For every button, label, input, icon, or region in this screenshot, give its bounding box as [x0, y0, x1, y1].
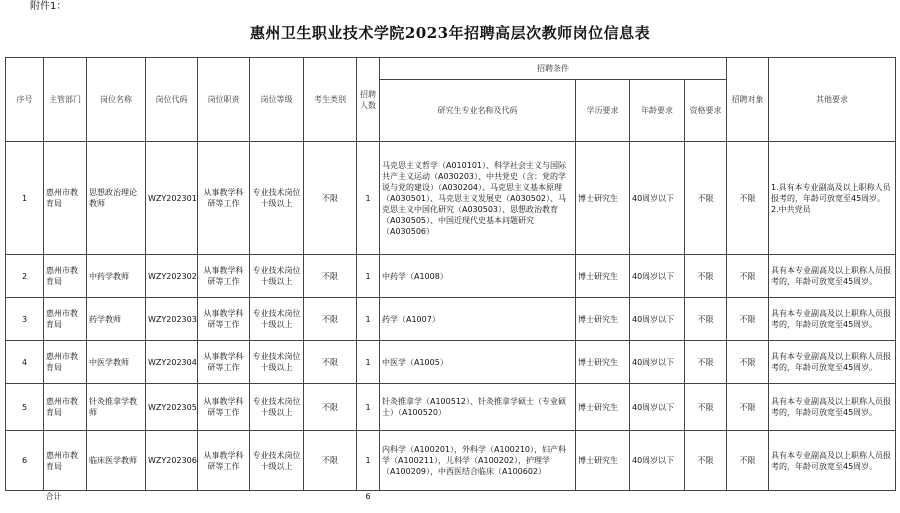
- cell-candidate-type: 不限: [304, 431, 357, 491]
- table-row: [6, 142, 896, 255]
- cell-target: 不限: [727, 142, 769, 255]
- cell-post-code: WZY202303: [146, 298, 198, 341]
- cell-post-name: 思想政治理论教师: [87, 142, 146, 255]
- cell-seq: 3: [6, 298, 44, 341]
- cell-dept: 惠州市教育局: [44, 341, 87, 384]
- cell-seq: 6: [6, 431, 44, 491]
- table-row: [6, 298, 896, 341]
- recruitment-table: [5, 57, 896, 503]
- cell-education: 博士研究生: [576, 255, 630, 298]
- cell-seq: 4: [6, 341, 44, 384]
- cell-post-level: 专业技术岗位十级以上: [250, 142, 304, 255]
- cell-age: 40周岁以下: [630, 341, 685, 384]
- cell-candidate-type: 不限: [304, 384, 357, 431]
- cell-qualification: 不限: [685, 255, 727, 298]
- cell-count: 1: [357, 384, 380, 431]
- cell-major: 马克思主义哲学（A010101）、科学社会主义与国际共产主义运动（A030203）、中共党史（含：党的学说与党的建设）（A030204）、马克思主义基本原理（A030501）、马克思主义发展史（A030502）、马克思主义中国化研究（A030503）、思想政治教育（A030505）、中国近现代史基本问题研究（A030506）: [380, 142, 576, 255]
- table-row: [6, 431, 896, 491]
- cell-dept: 惠州市教育局: [44, 255, 87, 298]
- table-row: [6, 384, 896, 431]
- cell-count: 1: [357, 255, 380, 298]
- cell-target: 不限: [727, 431, 769, 491]
- cell-candidate-type: 不限: [304, 142, 357, 255]
- cell-post-name: 药学教师: [87, 298, 146, 341]
- cell-major: 针灸推拿学（A100512）、针灸推拿学硕士（专业硕士）（A100520）: [380, 384, 576, 431]
- cell-post-code: WZY202305: [146, 384, 198, 431]
- cell-education: 博士研究生: [576, 341, 630, 384]
- cell-target: 不限: [727, 384, 769, 431]
- header-post-code: 岗位代码: [146, 58, 198, 142]
- table-row: [6, 341, 896, 384]
- cell-other: 1.具有本专业副高及以上职称人员报考的，年龄可放宽至45周岁。 2.中共党员: [769, 142, 896, 255]
- cell-post-duty: 从事教学科研等工作: [198, 341, 250, 384]
- attachment-label: 附件1：: [30, 1, 67, 12]
- cell-age: 40周岁以下: [630, 431, 685, 491]
- header-candidate-type: 考生类别: [304, 58, 357, 142]
- header-qualification: 资格要求: [685, 80, 727, 142]
- header-education: 学历要求: [576, 80, 630, 142]
- header-major: 研究生专业名称及代码: [380, 80, 576, 142]
- cell-qualification: 不限: [685, 341, 727, 384]
- header-other: 其他要求: [769, 58, 896, 142]
- cell-post-code: WZY202302: [146, 255, 198, 298]
- cell-post-level: 专业技术岗位十级以上: [250, 384, 304, 431]
- cell-post-name: 针灸推拿学教师: [87, 384, 146, 431]
- cell-count: 1: [357, 341, 380, 384]
- total-count: 6: [357, 491, 380, 503]
- cell-dept: 惠州市教育局: [44, 384, 87, 431]
- total-label: 合计: [44, 491, 146, 503]
- cell-post-level: 专业技术岗位十级以上: [250, 341, 304, 384]
- cell-post-duty: 从事教学科研等工作: [198, 431, 250, 491]
- header-age: 年龄要求: [630, 80, 685, 142]
- header-dept: 主管部门: [44, 58, 87, 142]
- cell-seq: 2: [6, 255, 44, 298]
- header-post-name: 岗位名称: [87, 58, 146, 142]
- cell-major: 中药学（A1008）: [380, 255, 576, 298]
- cell-post-level: 专业技术岗位十级以上: [250, 431, 304, 491]
- cell-qualification: 不限: [685, 298, 727, 341]
- header-seq: 序号: [6, 58, 44, 142]
- cell-seq: 1: [6, 142, 44, 255]
- cell-post-level: 专业技术岗位十级以上: [250, 298, 304, 341]
- cell-qualification: 不限: [685, 142, 727, 255]
- cell-post-name: 中医学教师: [87, 341, 146, 384]
- page-title: 惠州卫生职业技术学院2023年招聘高层次教师岗位信息表: [249, 24, 651, 42]
- header-post-level: 岗位等级: [250, 58, 304, 142]
- cell-post-name: 临床医学教师: [87, 431, 146, 491]
- cell-post-duty: 从事教学科研等工作: [198, 298, 250, 341]
- cell-count: 1: [357, 298, 380, 341]
- cell-candidate-type: 不限: [304, 341, 357, 384]
- cell-post-name: 中药学教师: [87, 255, 146, 298]
- cell-other: 具有本专业副高及以上职称人员报考的，年龄可放宽至45周岁。: [769, 341, 896, 384]
- cell-seq: 5: [6, 384, 44, 431]
- cell-qualification: 不限: [685, 384, 727, 431]
- cell-post-duty: 从事教学科研等工作: [198, 384, 250, 431]
- header-post-duty: 岗位职责: [198, 58, 250, 142]
- header-target: 招聘对象: [727, 58, 769, 142]
- cell-dept: 惠州市教育局: [44, 298, 87, 341]
- cell-other: 具有本专业副高及以上职称人员报考的，年龄可放宽至45周岁。: [769, 255, 896, 298]
- cell-dept: 惠州市教育局: [44, 142, 87, 255]
- cell-count: 1: [357, 431, 380, 491]
- cell-target: 不限: [727, 255, 769, 298]
- cell-major: 药学（A1007）: [380, 298, 576, 341]
- cell-age: 40周岁以下: [630, 142, 685, 255]
- cell-target: 不限: [727, 298, 769, 341]
- cell-post-code: WZY202306: [146, 431, 198, 491]
- cell-education: 博士研究生: [576, 298, 630, 341]
- cell-education: 博士研究生: [576, 142, 630, 255]
- cell-post-duty: 从事教学科研等工作: [198, 255, 250, 298]
- cell-other: 具有本专业副高及以上职称人员报考的，年龄可放宽至45周岁。: [769, 384, 896, 431]
- cell-dept: 惠州市教育局: [44, 431, 87, 491]
- cell-candidate-type: 不限: [304, 298, 357, 341]
- cell-count: 1: [357, 142, 380, 255]
- cell-target: 不限: [727, 341, 769, 384]
- total-row: [6, 491, 896, 503]
- cell-post-duty: 从事教学科研等工作: [198, 142, 250, 255]
- cell-qualification: 不限: [685, 431, 727, 491]
- cell-other: 具有本专业副高及以上职称人员报考的，年龄可放宽至45周岁。: [769, 431, 896, 491]
- cell-age: 40周岁以下: [630, 255, 685, 298]
- cell-education: 博士研究生: [576, 431, 630, 491]
- cell-post-level: 专业技术岗位十级以上: [250, 255, 304, 298]
- cell-post-code: WZY202304: [146, 341, 198, 384]
- table-row: [6, 255, 896, 298]
- cell-major: 内科学（A100201），外科学（A100210），妇产科学（A100211），儿科学（A100202），护理学（A100209），中西医结合临床（A100602）: [380, 431, 576, 491]
- cell-education: 博士研究生: [576, 384, 630, 431]
- cell-post-code: WZY202301: [146, 142, 198, 255]
- cell-age: 40周岁以下: [630, 384, 685, 431]
- header-conditions: 招聘条件: [380, 58, 727, 80]
- cell-major: 中医学（A1005）: [380, 341, 576, 384]
- cell-candidate-type: 不限: [304, 255, 357, 298]
- header-count: 招聘人数: [357, 58, 380, 142]
- cell-other: 具有本专业副高及以上职称人员报考的，年龄可放宽至45周岁。: [769, 298, 896, 341]
- cell-age: 40周岁以下: [630, 298, 685, 341]
